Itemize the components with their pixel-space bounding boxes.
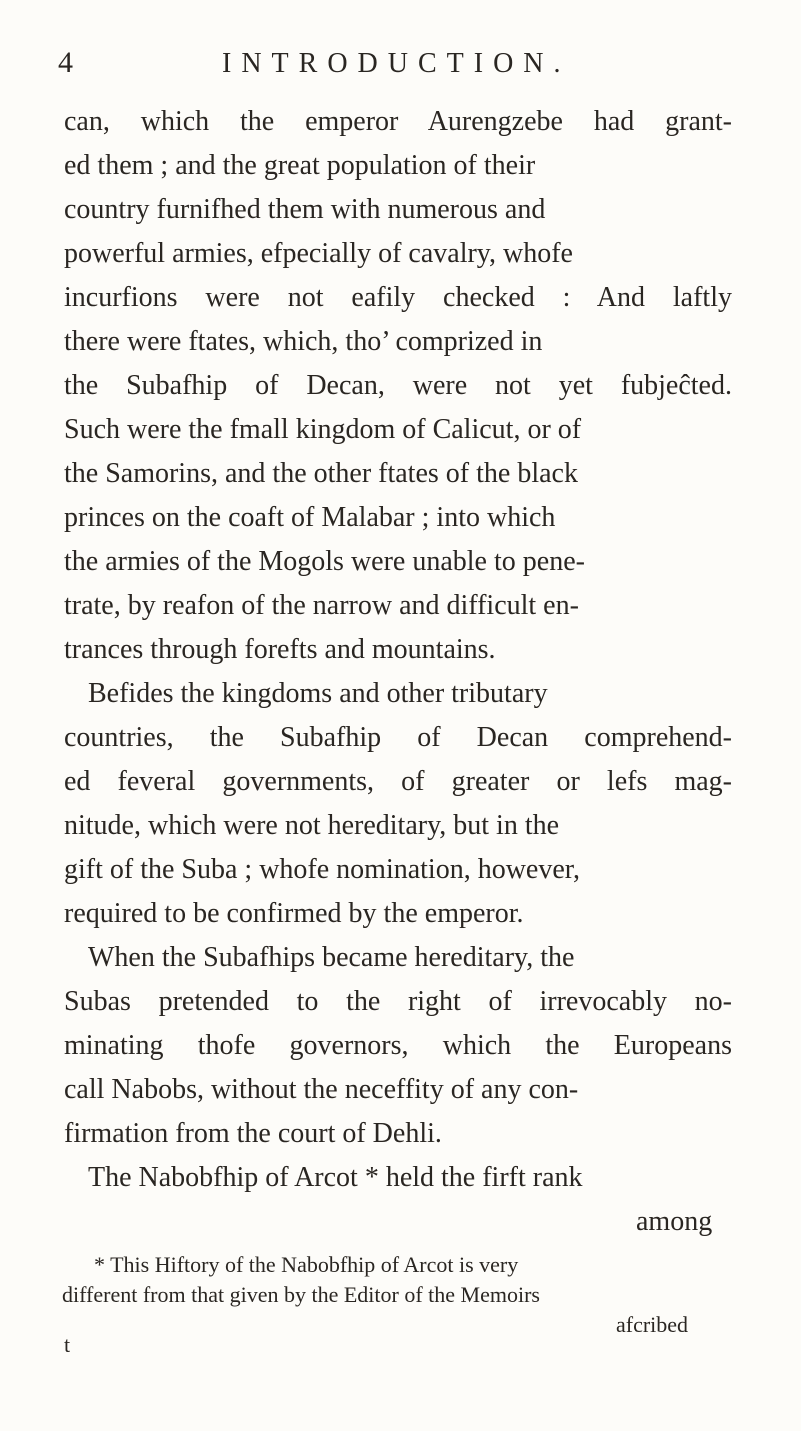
text-line: call Nabobs, without the neceffity of any con- [64,1074,579,1105]
page-number: 4 [58,46,73,79]
text-line: minating thofe governors, which the Europeans [64,1030,732,1061]
text-line: there were ftates, which, tho’ comprized in [64,326,543,357]
text-line: incurfions were not eafily checked : And laftly [64,282,732,313]
text-line: Subas pretended to the right of irrevocably no- [64,986,732,1017]
text-line: ed them ; and the great population of their [64,150,536,181]
signature-mark: t [64,1332,71,1357]
text-line: princes on the coaft of Malabar ; into which [64,502,556,533]
text-line: powerful armies, efpecially of cavalry, whofe [64,238,573,269]
text-line: country furnifhed them with numerous and [64,194,546,225]
text-line: ed feveral governments, of greater or lefs mag- [64,766,732,797]
footnote-line: different from that given by the Editor of the Memoirs [62,1282,540,1307]
text-line: the armies of the Mogols were unable to pene- [64,546,585,577]
paragraph-start-line: The Nabobfhip of Arcot * held the firft rank [88,1162,583,1193]
text-line: trances through forefts and mountains. [64,634,496,665]
catchword: among [636,1206,713,1237]
text-line: trate, by reafon of the narrow and difficult en- [64,590,579,621]
text-line: the Subafhip of Decan, were not yet fubjeĉted. [64,370,732,401]
text-line: required to be confirmed by the emperor. [64,898,524,929]
footnote-catchword: afcribed [616,1312,689,1337]
page-header [58,46,748,86]
footnote-line: * This Hiftory of the Nabobfhip of Arcot is very [94,1252,519,1277]
text-line: nitude, which were not hereditary, but in the [64,810,560,841]
text-line: firmation from the court of Dehli. [64,1118,442,1149]
text-line: the Samorins, and the other ftates of the black [64,458,578,489]
text-line: Such were the fmall kingdom of Calicut, or of [64,414,582,445]
text-line: countries, the Subafhip of Decan comprehend- [64,722,732,753]
text-line: gift of the Suba ; whofe nomination, however, [64,854,580,885]
paragraph-start-line: When the Subafhips became hereditary, the [88,942,575,973]
paragraph-start-line: Befides the kingdoms and other tributary [88,678,548,709]
text-line: can, which the emperor Aurengzebe had grant- [64,106,732,137]
running-head: INTRODUCTION. [222,48,571,79]
